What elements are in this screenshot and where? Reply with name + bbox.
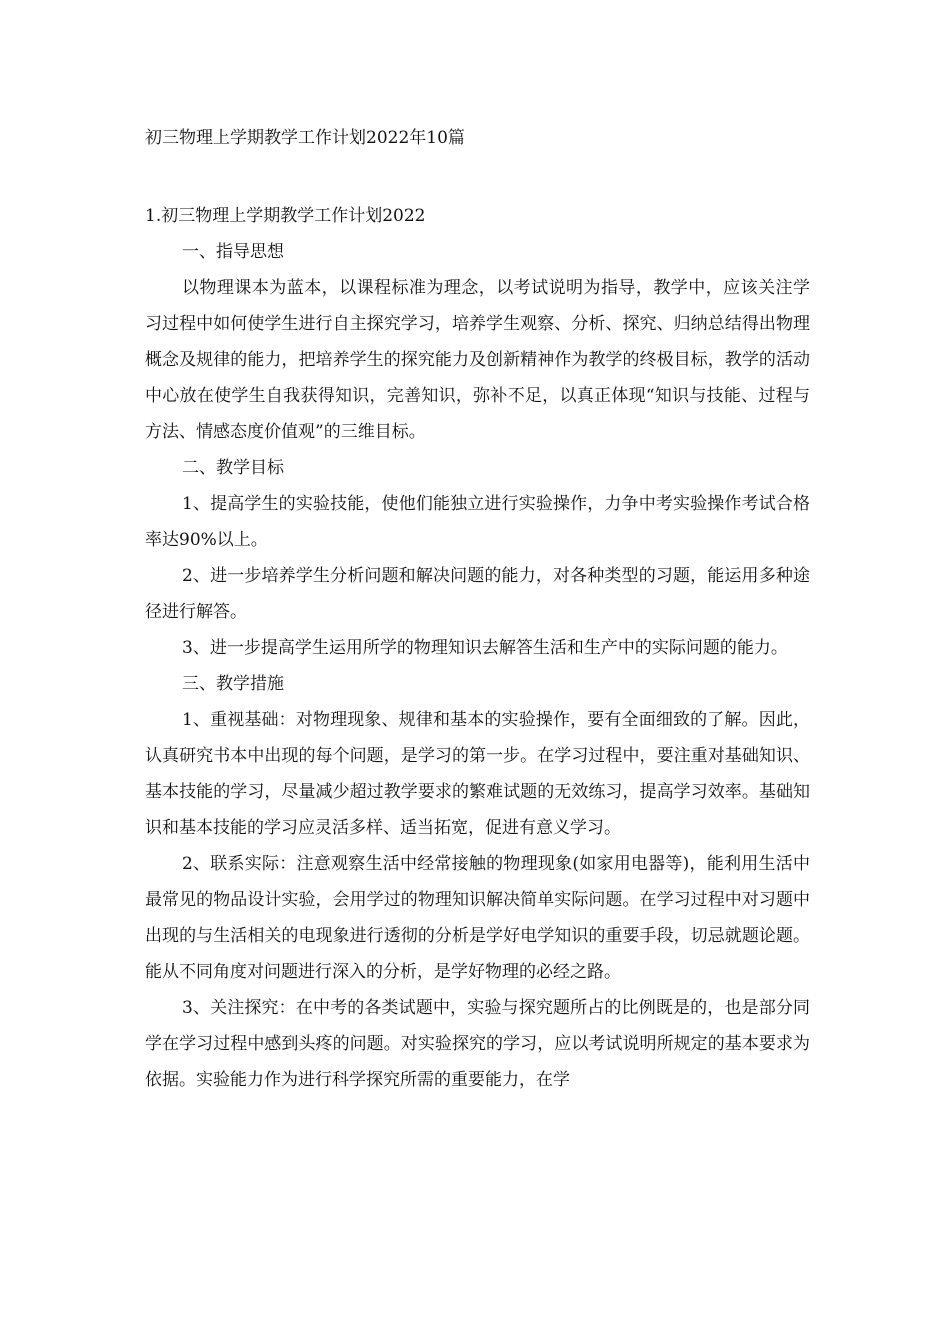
paragraph: 3、进一步提高学生运用所学的物理知识去解答生活和生产中的实际问题的能力。 [182, 638, 788, 658]
paragraph: 1、重视基础：对物理现象、规律和基本的实验操作，要有全面细致的了解。因此，认真研究书本中出现的每个问题，是学习的第一步。在学习过程中，要注重对基础知识、基本技能的学习，尽量减少超过教学要求的繁难试题的无效练习，提高学习效率。基础知识和基本技能的学习应灵活多样、适当拓宽，促进有意义学习。 [145, 710, 810, 838]
paragraph: 以物理课本为蓝本，以课程标准为理念，以考试说明为指导，教学中，应该关注学习过程中如何使学生进行自主探究学习，培养学生观察、分析、探究、归纳总结得出物理概念及规律的能力，把培养学生的探究能力及创新精神作为教学的终极目标，教学的活动中心放在使学生自我获得知识，完善知识，弥补不足，以真正体现“知识与技能、过程与方法、情感态度价值观”的三维目标。 [145, 278, 810, 442]
heading-teaching-measures: 三、教学措施 [182, 674, 284, 694]
document-title: 初三物理上学期教学工作计划2022年10篇 [145, 128, 465, 148]
paragraph: 2、进一步培养学生分析问题和解决问题的能力，对各种类型的习题，能运用多种途径进行解答。 [145, 566, 810, 622]
paragraph: 3、关注探究：在中考的各类试题中，实验与探究题所占的比例既是的，也是部分同学在学习过程中感到头疼的问题。对实验探究的学习，应以考试说明所规定的基本要求为依据。实验能力作为进行科学探究所需的重要能力，在学 [145, 998, 810, 1090]
paragraph: 1、提高学生的实验技能，使他们能独立进行实验操作，力争中考实验操作考试合格率达90%以上。 [145, 494, 810, 550]
section-heading: 1.初三物理上学期教学工作计划2022 [145, 206, 426, 226]
paragraph: 2、联系实际：注意观察生活中经常接触的物理现象(如家用电器等)，能利用生活中最常见的物品设计实验，会用学过的物理知识解决简单实际问题。在学习过程中对习题中出现的与生活相关的电现象进行透彻的分析是学好电学知识的重要手段，切忌就题论题。能从不同角度对问题进行深入的分析，是学好物理的必经之路。 [145, 854, 810, 982]
heading-guiding-ideology: 一、指导思想 [182, 242, 284, 262]
heading-teaching-goals: 二、教学目标 [182, 458, 284, 478]
document-body [145, 198, 810, 1098]
